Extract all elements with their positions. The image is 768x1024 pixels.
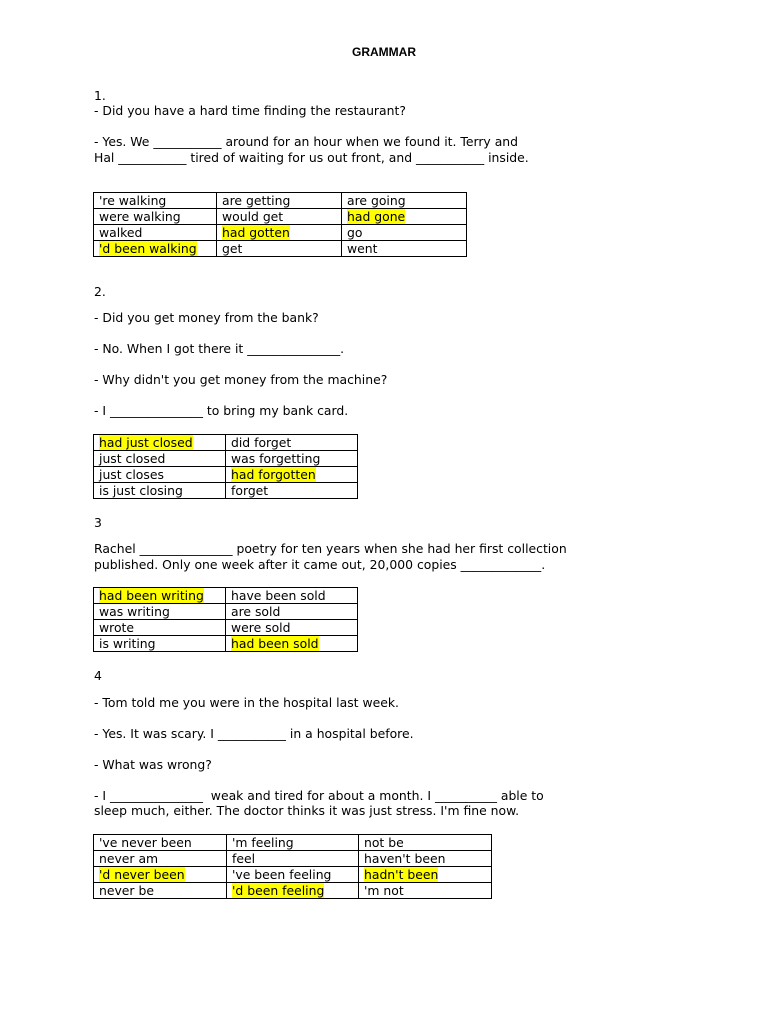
option-text: were sold [231,620,291,635]
table-cell [94,588,226,604]
table-row [94,835,492,851]
table-cell [217,193,342,209]
option-text: never am [99,851,159,866]
option-text: have been sold [231,588,326,603]
table-cell [226,636,358,652]
option-text-highlighted: 'd never been [99,867,185,882]
option-text: 've never been [99,835,192,850]
table-cell [94,451,226,467]
table-cell [94,467,226,483]
table-cell [227,835,359,851]
q4-options-table [93,834,492,899]
option-text: get [222,241,243,256]
option-text-highlighted: had been writing [99,588,204,603]
option-text: 've been feeling [232,867,332,882]
page-title: GRAMMAR [352,45,416,59]
option-text: just closed [99,451,166,466]
option-text: would get [222,209,284,224]
table-cell [94,435,226,451]
option-text: are sold [231,604,281,619]
table-row [94,193,467,209]
option-text: are going [347,193,406,208]
table-cell [226,483,358,499]
option-text-highlighted: had gone [347,209,406,224]
table-cell [342,193,467,209]
option-text: is just closing [99,483,183,498]
q2-line1: - Did you get money from the bank? [94,310,319,325]
table-cell [227,851,359,867]
table-row [94,588,358,604]
q2-line4: - I _______________ to bring my bank card. [94,403,349,418]
q4-line1: - Tom told me you were in the hospital last week. [94,695,399,710]
q4-line5: sleep much, either. The doctor thinks it was just stress. I'm fine now. [94,803,520,818]
table-row [94,225,467,241]
q4-number: 4 [94,668,102,683]
option-text-highlighted: had gotten [222,225,290,240]
q4-line4: - I _______________ weak and tired for about a month. I __________ able to [94,788,544,803]
table-row [94,241,467,257]
table-cell [94,241,217,257]
table-cell [226,588,358,604]
option-text: haven't been [364,851,446,866]
table-row [94,883,492,899]
option-text: just closes [99,467,164,482]
q2-options-table [93,434,358,499]
table-cell [226,620,358,636]
option-text-highlighted: hadn't been [364,867,439,882]
table-cell [217,225,342,241]
option-text: 'm feeling [232,835,294,850]
q2-line2: - No. When I got there it _______________. [94,341,345,356]
table-cell [342,241,467,257]
option-text-highlighted: 'd been walking [99,241,197,256]
table-cell [342,209,467,225]
table-cell [217,209,342,225]
option-text: was forgetting [231,451,321,466]
table-row [94,851,492,867]
table-cell [226,435,358,451]
table-row [94,867,492,883]
table-row [94,604,358,620]
option-text: did forget [231,435,292,450]
option-text: was writing [99,604,170,619]
q1-line2: - Yes. We ___________ around for an hour when we found it. Terry and [94,134,519,149]
table-row [94,620,358,636]
table-row [94,435,358,451]
q1-line1: - Did you have a hard time finding the restaurant? [94,103,406,118]
option-text: go [347,225,363,240]
table-cell [359,867,492,883]
q4-line2: - Yes. It was scary. I ___________ in a hospital before. [94,726,414,741]
option-text: 'm not [364,883,404,898]
option-text: walked [99,225,143,240]
table-cell [342,225,467,241]
option-text: 're walking [99,193,167,208]
table-cell [227,883,359,899]
table-cell [94,620,226,636]
table-cell [94,604,226,620]
option-text-highlighted: had been sold [231,636,319,651]
table-cell [94,225,217,241]
table-cell [359,835,492,851]
table-row [94,636,358,652]
q3-line1: Rachel _______________ poetry for ten years when she had her first collection [94,541,567,556]
option-text: never be [99,883,154,898]
table-cell [226,604,358,620]
option-text: wrote [99,620,135,635]
table-cell [94,193,217,209]
q4-line3: - What was wrong? [94,757,212,772]
q3-line2: published. Only one week after it came out, 20,000 copies _____________. [94,557,546,572]
table-cell [94,883,227,899]
table-cell [217,241,342,257]
table-cell [227,867,359,883]
table-cell [226,467,358,483]
option-text: forget [231,483,269,498]
table-cell [359,851,492,867]
q2-number: 2. [94,284,106,299]
table-cell [94,867,227,883]
table-cell [94,483,226,499]
option-text-highlighted: 'd been feeling [232,883,325,898]
option-text-highlighted: had forgotten [231,467,316,482]
q3-number: 3 [94,515,102,530]
table-cell [359,883,492,899]
q1-number: 1. [94,88,106,103]
option-text: were walking [99,209,181,224]
q2-line3: - Why didn't you get money from the machine? [94,372,388,387]
table-row [94,483,358,499]
table-row [94,451,358,467]
q1-options-table [93,192,467,257]
table-row [94,209,467,225]
option-text: is writing [99,636,156,651]
q3-options-table [93,587,358,652]
table-row [94,467,358,483]
table-cell [226,451,358,467]
q1-line3: Hal ___________ tired of waiting for us out front, and ___________ inside. [94,150,529,165]
table-cell [94,851,227,867]
option-text: not be [364,835,404,850]
option-text-highlighted: had just closed [99,435,193,450]
option-text: went [347,241,378,256]
table-cell [94,835,227,851]
option-text: are getting [222,193,291,208]
table-cell [94,636,226,652]
option-text: feel [232,851,256,866]
table-cell [94,209,217,225]
